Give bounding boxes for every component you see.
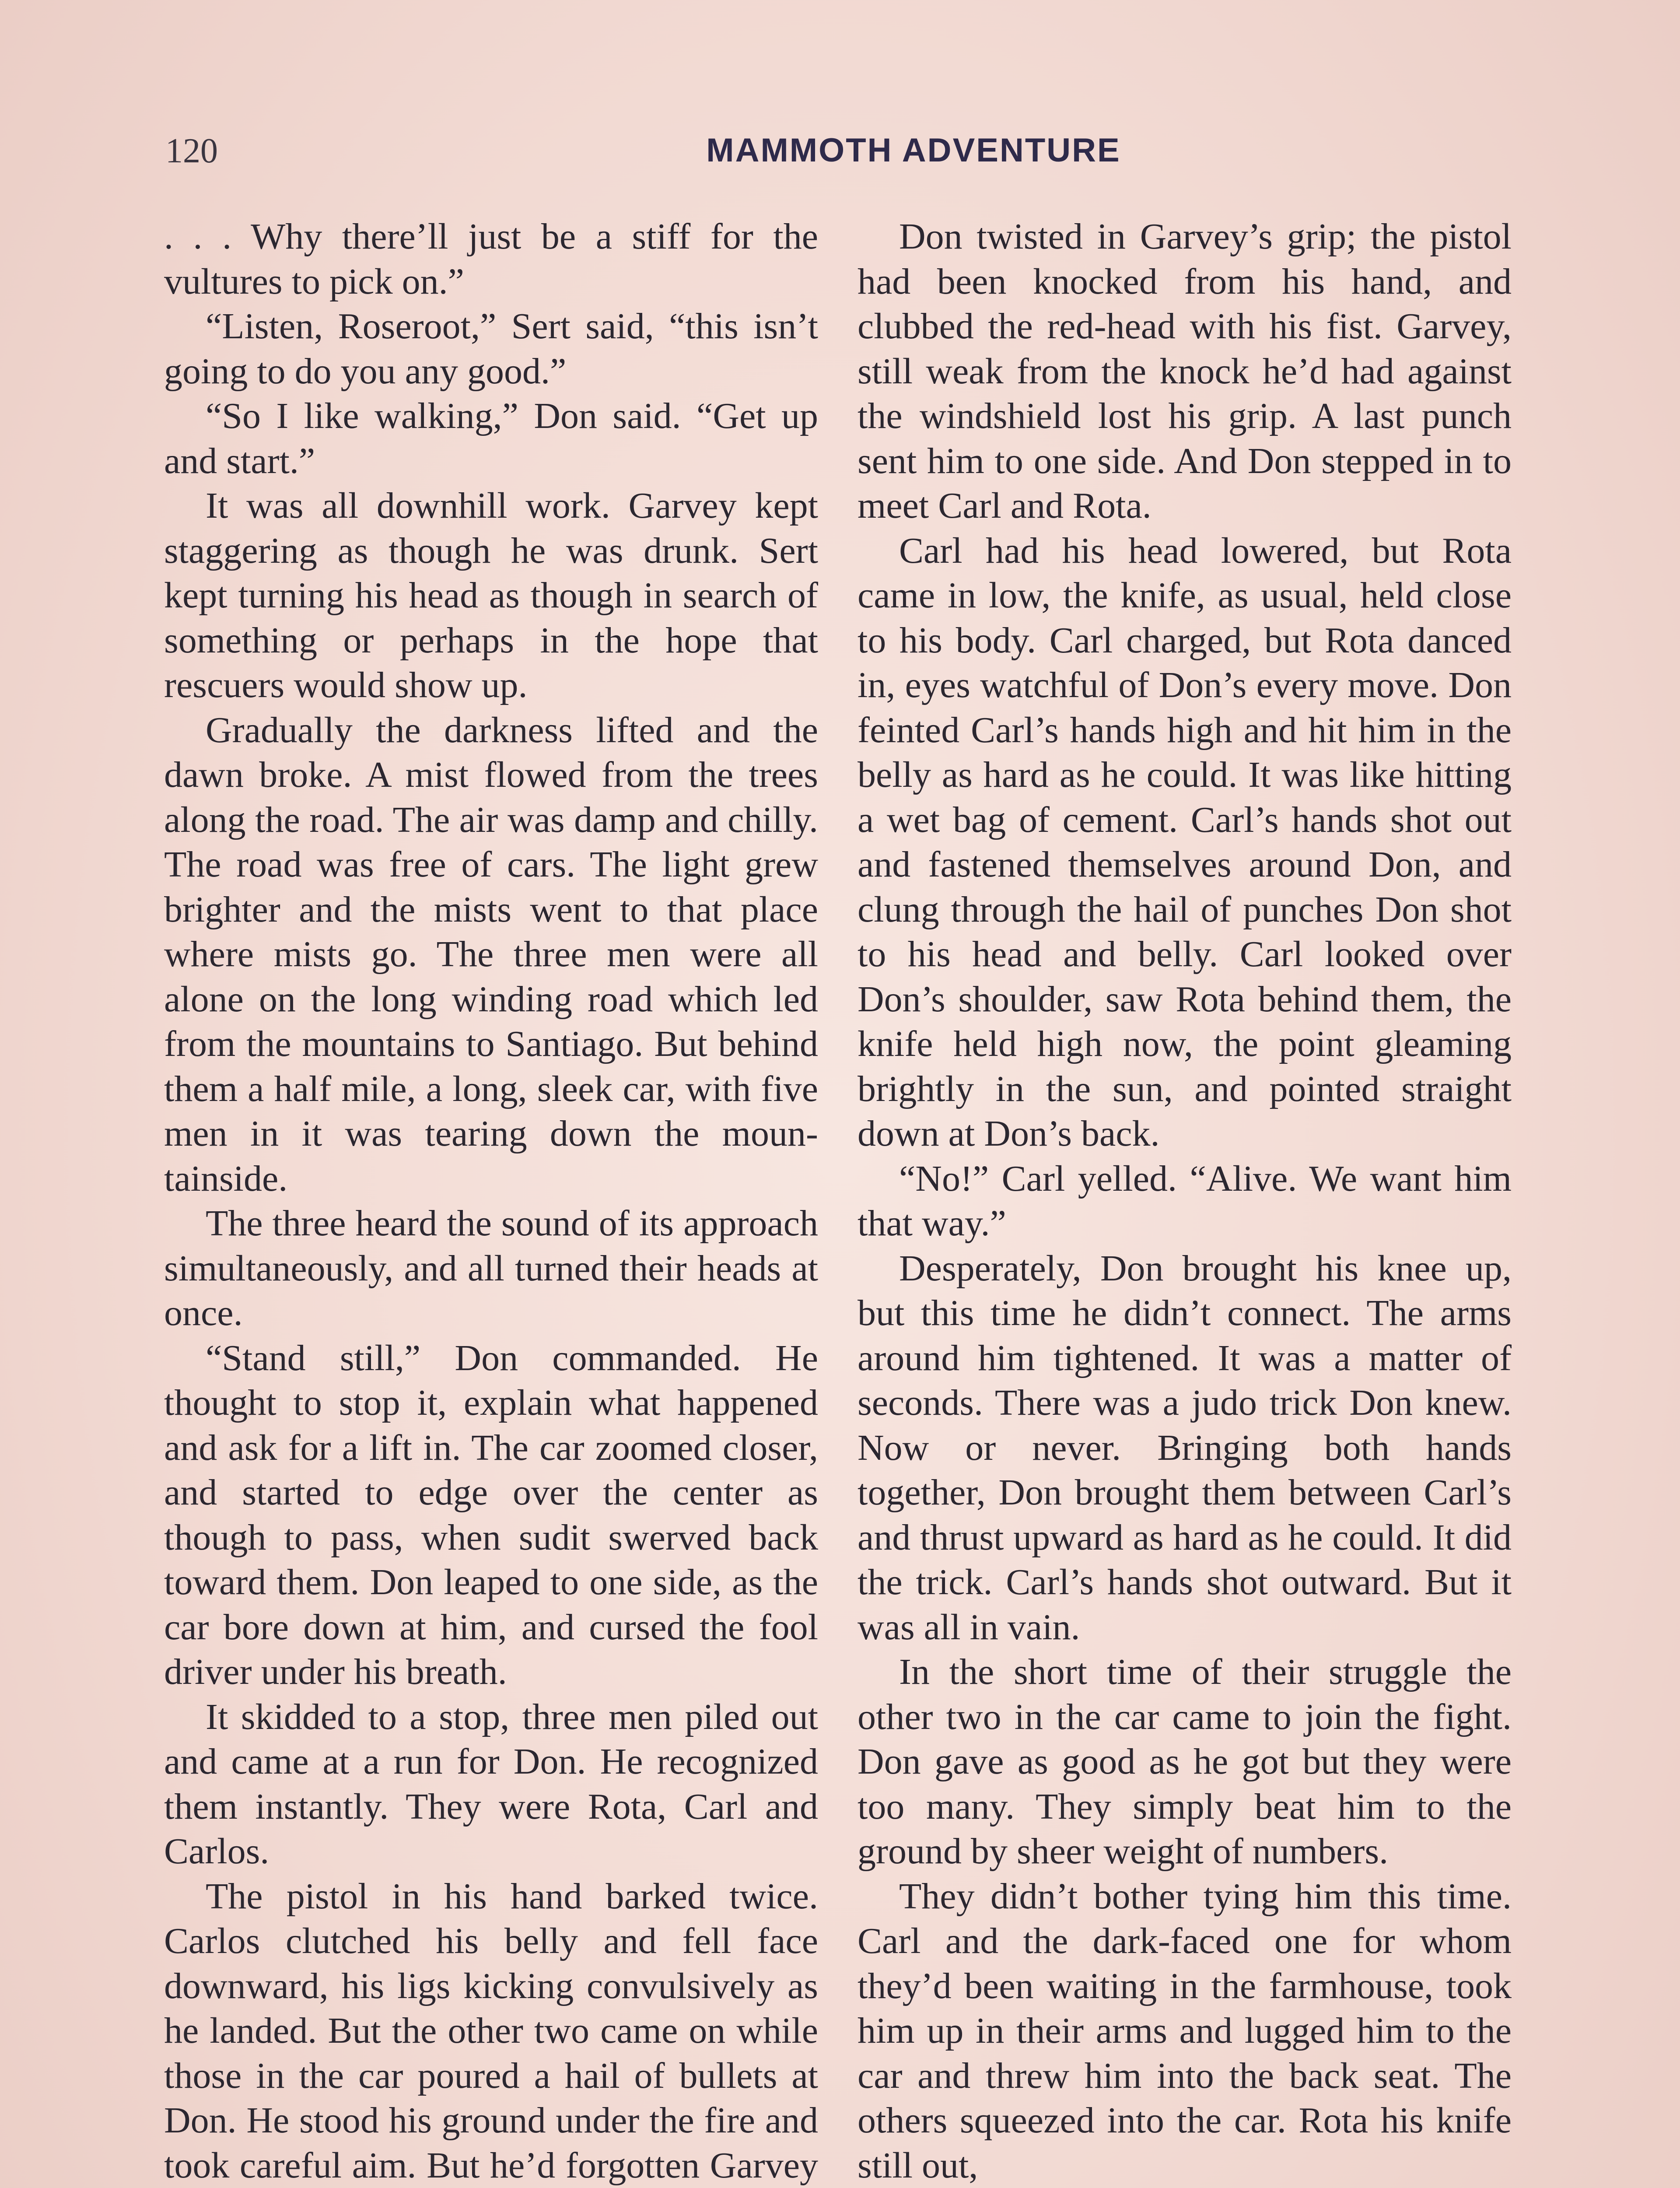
- paragraph: “So I like walking,” Don said. “Get up and start.”: [164, 396, 818, 481]
- page-header: [165, 131, 1508, 179]
- left-column: [164, 214, 818, 2188]
- paragraph: Desperately, Don brought his knee up, but this time he didn’t connect. The arms around him tightened. It was a matter of seconds. There was a judo trick Don knew. Now or never. Bringing both hands together, Don brought them between Carl’s and thrust upward as hard as he could. It did the trick. Carl’s hands shot outward. But it was all in vain.: [858, 1248, 1512, 1648]
- paragraph: The pistol in his hand barked twice. Carlos clutched his belly and fell face downward, his ligs kicking convulsively as he landed. But the other two came on while those in the car poured a hail of bullets at Don. He stood his ground under the fire and took careful aim. But he’d forgotten Garvey: [164, 1876, 818, 2186]
- paragraph: The three heard the sound of its approach simultaneously, and all turned their heads at once.: [164, 1203, 818, 1333]
- paragraph: “No!” Carl yelled. “Alive. We want him that way.”: [858, 1158, 1512, 1244]
- paragraph: Carl had his head lowered, but Rota came in low, the knife, as usual, held close to his body. Carl charged, but Rota danced in, eyes watchful of Don’s every move. Don feinted Carl’s hands high and hit him in the belly as hard as he could. It was like hitting a wet bag of cement. Carl’s hands shot out and fastened themselves around Don, and clung through the hail of punches Don shot to his head and belly. Carl looked over Don’s shoulder, saw Rota behind them, the knife held high now, the point gleaming brightly in the sun, and pointed straight down at Don’s back.: [858, 530, 1512, 1154]
- paragraph: They didn’t bother tying him this time. Carl and the dark-faced one for whom they’d been waiting in the farmhouse, took him up in their arms and lugged him to the car and threw him into the back seat. The others squeezed into the car. Rota his knife still out,: [858, 1876, 1512, 2186]
- right-column: [858, 214, 1512, 2188]
- paragraph: “Stand still,” Don commanded. He thought to stop it, explain what happened and ask for a lift in. The car zoomed closer, and started to edge over the center as though to pass, when sudit swerved back toward them. Don leaped to one side, as the car bore down at him, and cursed the fool driver under his breath.: [164, 1337, 818, 1692]
- paragraph: “Listen, Roseroot,” Sert said, “this isn’t going to do you any good.”: [164, 306, 818, 392]
- paragraph: Don twisted in Garvey’s grip; the pistol had been knocked from his hand, and clubbed the red-head with his fist. Garvey, still weak from the knock he’d had against the windshield lost his grip. A last punch sent him to one side. And Don stepped in to meet Carl and Rota.: [858, 216, 1512, 526]
- paragraph: In the short time of their struggle the other two in the car came to join the fight. Don gave as good as he got but they were too many. They simply beat him to the ground by sheer weight of numbers.: [858, 1652, 1512, 1872]
- paragraph: It skidded to a stop, three men piled out and came at a run for Don. He recognized them instantly. They were Rota, Carl and Carlos.: [164, 1696, 818, 1872]
- paragraph: It was all downhill work. Garvey kept staggering as though he was drunk. Sert kept turning his head as though in search of something or perhaps in the hope that rescuers would show up.: [164, 485, 818, 705]
- running-title: MAMMOTH ADVENTURE: [706, 132, 1121, 169]
- paragraph: Gradually the darkness lifted and the dawn broke. A mist flowed from the trees along the road. The air was damp and chilly. The road was free of cars. The light grew brighter and the mists went to that place where mists go. The three men were all alone on the long winding road which led from the mountains to Santiago. But behind them a half mile, a long, sleek car, with five men in it was tearing down the mountainside.: [164, 709, 818, 1199]
- page-number: 120: [165, 132, 218, 170]
- paragraph: . . . Why there’ll just be a stiff for the vultures to pick on.”: [164, 216, 818, 302]
